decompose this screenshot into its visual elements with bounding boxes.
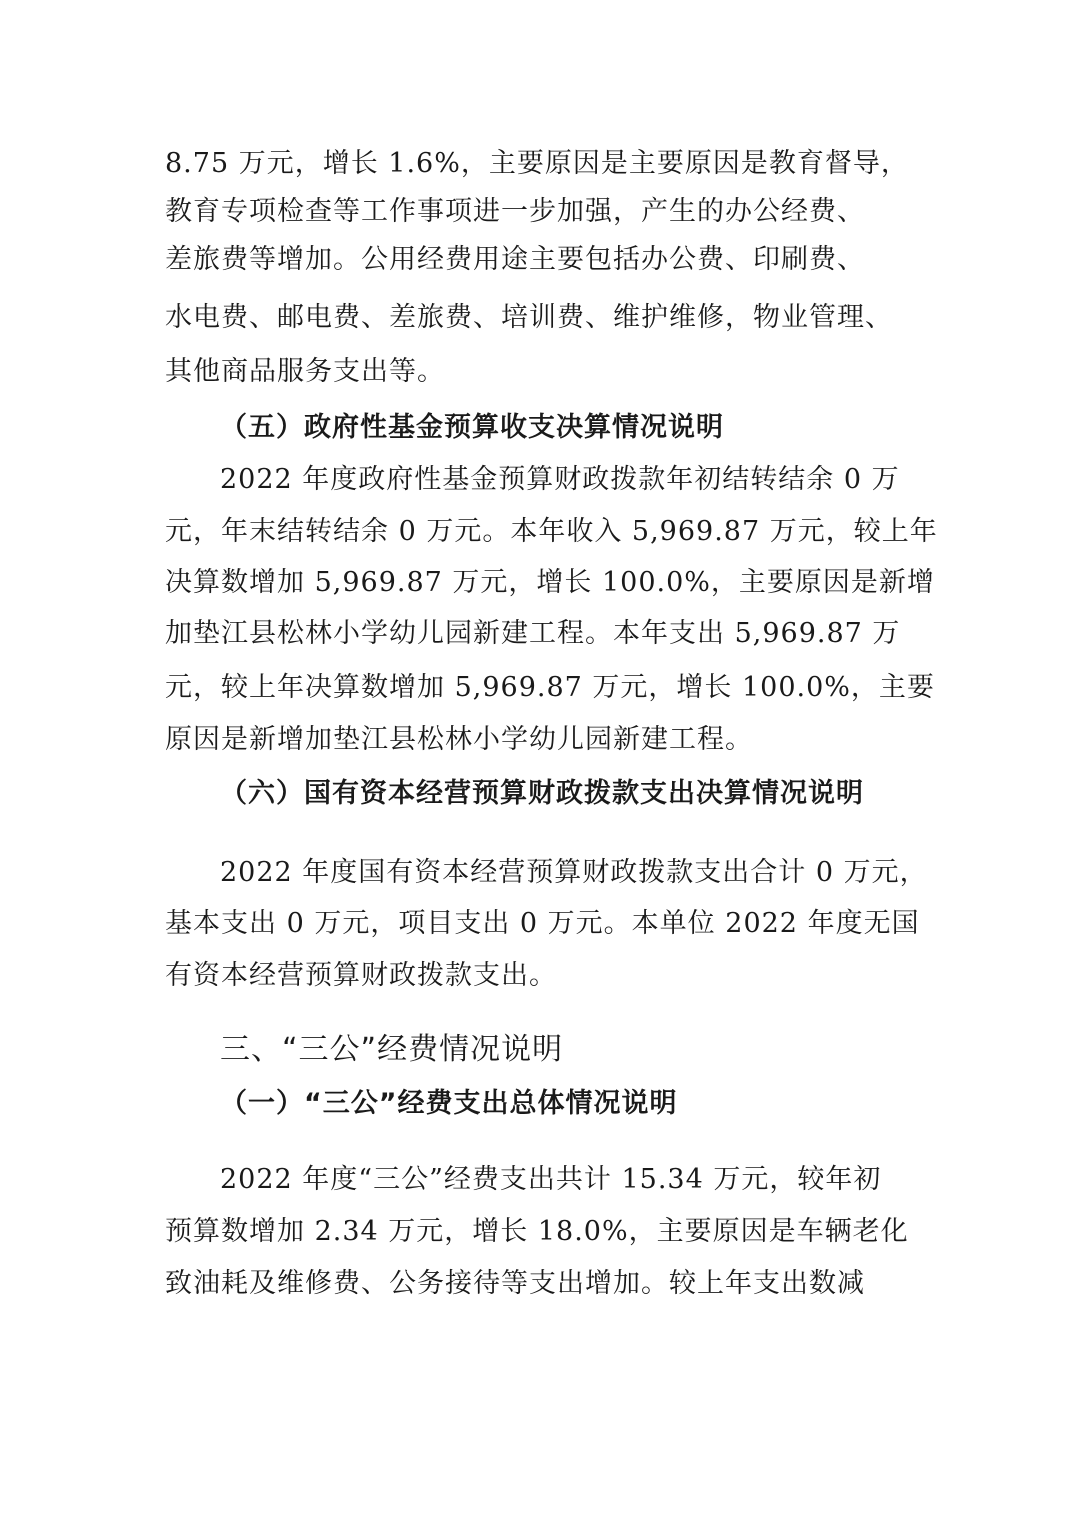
paragraph-line: 加垫江县松林小学幼儿园新建工程。本年支出 5,969.87 万: [165, 618, 901, 649]
paragraph-line: 差旅费等增加。公用经费用途主要包括办公费、印刷费、: [165, 244, 865, 275]
paragraph-line: 教育专项检查等工作事项进一步加强，产生的办公经费、: [165, 196, 865, 227]
paragraph-line: 2022 年度政府性基金预算财政拨款年初结转结余 0 万: [220, 464, 900, 495]
paragraph-line: 原因是新增加垫江县松林小学幼儿园新建工程。: [165, 724, 753, 755]
section-heading: （六）国有资本经营预算财政拨款支出决算情况说明: [220, 778, 864, 809]
paragraph-line: 元，较上年决算数增加 5,969.87 万元，增长 100.0%，主要: [165, 672, 935, 703]
paragraph-line: 2022 年度国有资本经营预算财政拨款支出合计 0 万元，: [220, 857, 928, 888]
paragraph-line: 其他商品服务支出等。: [165, 356, 445, 387]
section-heading: （五）政府性基金预算收支决算情况说明: [220, 412, 724, 443]
paragraph-line: 元，年末结转结余 0 万元。本年收入 5,969.87 万元，较上年: [165, 516, 938, 547]
section-heading: （一）“三公”经费支出总体情况说明: [220, 1088, 678, 1119]
chapter-heading: 三、“三公”经费情况说明: [220, 1032, 564, 1067]
paragraph-line: 水电费、邮电费、差旅费、培训费、维护维修，物业管理、: [165, 302, 893, 333]
paragraph-line: 2022 年度“三公”经费支出共计 15.34 万元，较年初: [220, 1164, 882, 1195]
paragraph-line: 预算数增加 2.34 万元，增长 18.0%，主要原因是车辆老化: [165, 1216, 909, 1247]
paragraph-line: 基本支出 0 万元，项目支出 0 万元。本单位 2022 年度无国: [165, 908, 920, 939]
paragraph-line: 决算数增加 5,969.87 万元，增长 100.0%，主要原因是新增: [165, 567, 935, 598]
paragraph-line: 致油耗及维修费、公务接待等支出增加。较上年支出数减: [165, 1268, 865, 1299]
paragraph-line: 8.75 万元，增长 1.6%，主要原因是主要原因是教育督导，: [165, 148, 909, 179]
paragraph-line: 有资本经营预算财政拨款支出。: [165, 960, 557, 991]
